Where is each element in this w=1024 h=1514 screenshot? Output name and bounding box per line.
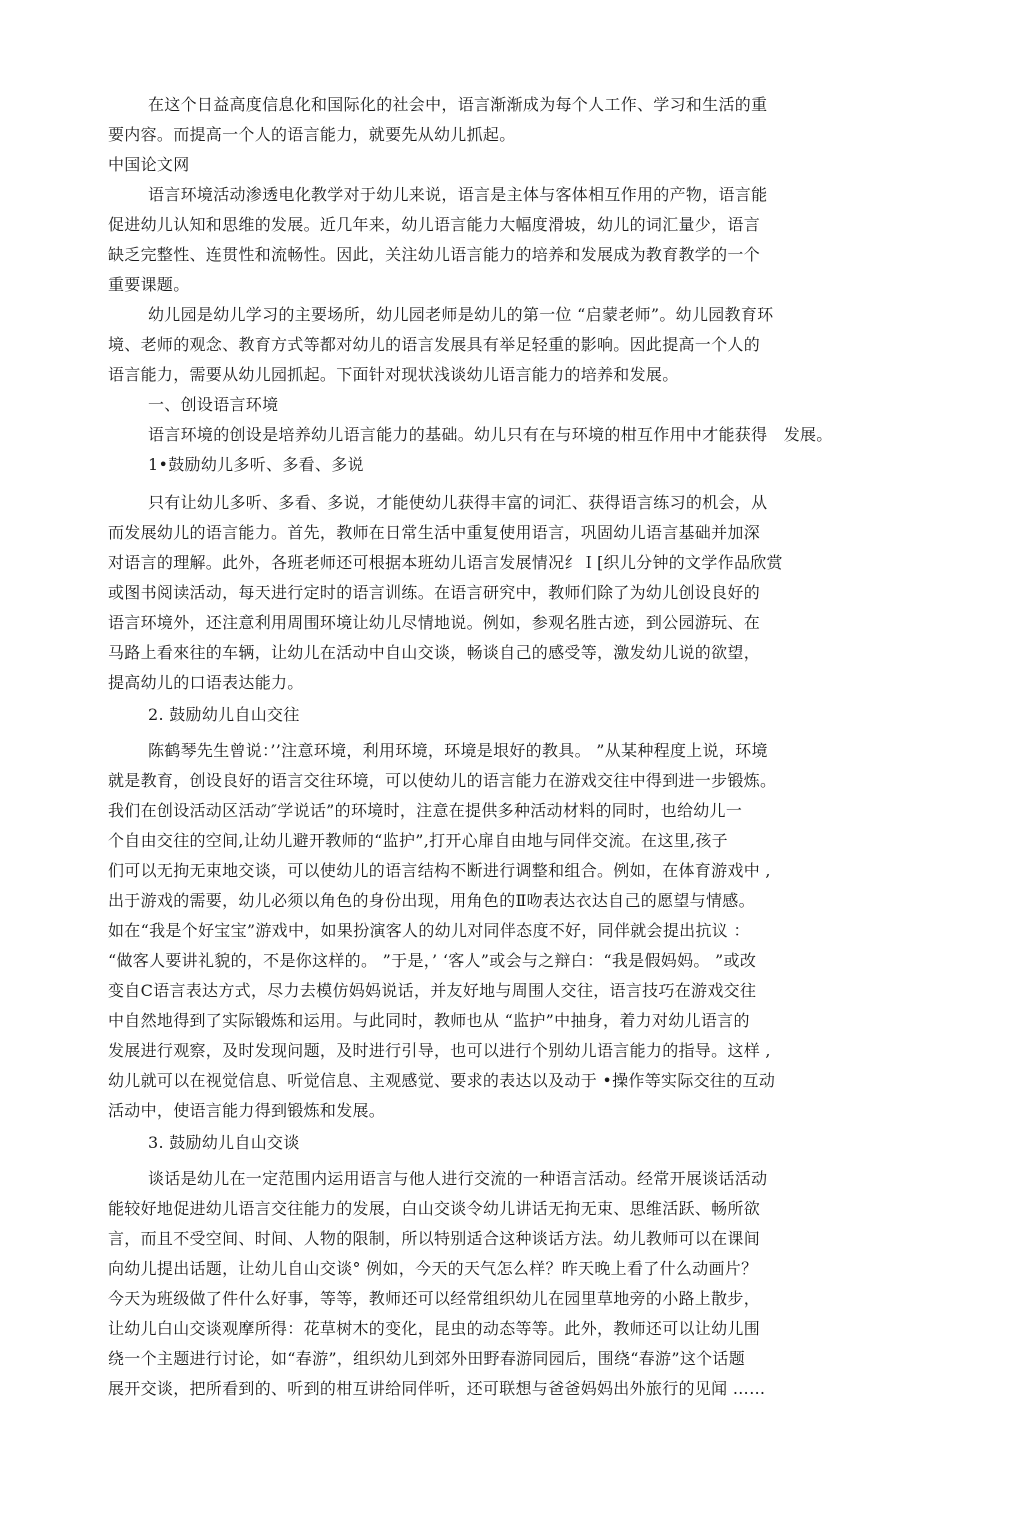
subsection-heading: 1•鼓励幼儿多听、多看、多说	[148, 455, 364, 474]
text-line: 或图书阅读活动，每天进行定时的语言训练。在语言研究中，教师们除了为幼儿创设良好的	[108, 583, 761, 602]
text-line: 发展进行观察，及时发现问题，及时进行引导，也可以进行个别幼儿语言能力的指导。这样 ,	[108, 1041, 771, 1060]
text-line: 陈鹤琴先生曾说：’’注意环境，利用环境，环境是垠好的教具。 ”从某种程度上说，环境	[148, 741, 768, 760]
text-line: 而发展幼儿的语言能力。首先，教师在日常生活中重复使用语言，巩固幼儿语言基础并加深	[108, 523, 761, 542]
text-line: 语言环境外，还注意利用周围环境让幼儿尽情地说。例如，参观名胜古迹，到公园游玩、在	[108, 613, 761, 632]
text-line: 能较好地促进幼儿语言交往能力的发展，白山交谈令幼儿讲话无拘无束、思维活跃、畅所欲	[108, 1199, 761, 1218]
text-line: 展开交谈，把所看到的、听到的柑互讲给同伴听，还可联想与爸爸妈妈出外旅行的见闻 ……	[108, 1379, 766, 1398]
text-line: 语言环境活动渗透电化教学对于幼儿来说，语言是主体与客体相互作用的产物，语言能	[148, 185, 768, 204]
section-heading: 一、创设语言环境	[148, 395, 279, 414]
text-line: 提高幼儿的口语表达能力。	[108, 673, 304, 692]
text-line: 中国论文网	[108, 155, 190, 174]
text-line: 幼儿园是幼儿学习的主要场所，幼儿园老师是幼儿的第一位 “启蒙老师”。幼儿园教育环	[148, 305, 774, 324]
subsection-heading: 3. 鼓励幼儿自山交谈	[148, 1133, 300, 1152]
text-line: 境、老师的观念、教育方式等都对幼儿的语言发展具有举足轻重的影响。因此提高一个人的	[108, 335, 761, 354]
text-line: 言，而且不受空间、时间、人物的限制，所以特别适合这种谈话方法。幼儿教师可以在课间	[108, 1229, 761, 1248]
text-line: 个自由交往的空间,让幼儿避开教师的“监护”,打开心扉自由地与同伴交流。在这里,孩子	[108, 831, 728, 850]
text-line: 马路上看來往的车辆，让幼儿在活动中自山交谈，畅谈自己的感受等，激发幼儿说的欲望，	[108, 643, 761, 662]
text-line: 促进幼儿认知和思维的发展。近几年来，幼儿语言能力大幅度滑坡，幼儿的词汇量少，语言	[108, 215, 761, 234]
text-line: 只有让幼儿多听、多看、多说，才能使幼儿获得丰富的词汇、获得语言练习的机会，从	[148, 493, 768, 512]
subsection-heading: 2. 鼓励幼儿自山交往	[148, 705, 300, 724]
text-line: 们可以无拘无束地交谈，可以使幼儿的语言结构不断进行调整和组合。例如，在体育游戏中 ,	[108, 861, 771, 880]
text-line: 变自C语言表达方式，尽力去模仿妈妈说话，并友好地与周围人交往，语言技巧在游戏交往	[108, 981, 757, 1000]
text-line: 我们在创设活动区活动″学说话”的环境时，注意在提供多种活动材料的同时，也给幼儿一	[108, 801, 743, 820]
text-line: 缺乏完整性、连贯性和流畅性。因此，关注幼儿语言能力的培养和发展成为教育教学的一个	[108, 245, 761, 264]
text-line: 语言能力，需要从幼儿园抓起。下面针对现状浅谈幼儿语言能力的培养和发展。	[108, 365, 679, 384]
text-line: 要内容。而提高一个人的语言能力，就要先从幼儿抓起。	[108, 125, 516, 144]
text-line: 让幼儿白山交谈观摩所得：花草树木的变化，昆虫的动态等等。此外，教师还可以让幼儿围	[108, 1319, 761, 1338]
text-line: 对语言的理解。此外，各班老师还可根据本班幼儿语言发展情况纟Ｉ[织儿分钟的文学作品欣赏	[108, 553, 783, 572]
text-line: 今天为班级做了件什么好事，等等，教师还可以经常组织幼儿在园里草地旁的小路上散步，	[108, 1289, 761, 1308]
text-line: 如在“我是个好宝宝”游戏中，如果扮演客人的幼儿对同伴态度不好，同伴就会提出抗议 ：	[108, 921, 750, 940]
text-line: 出于游戏的需要，幼儿必须以角色的身份出现，用角色的Ⅱ吻表达衣达自己的愿望与情感。	[108, 891, 755, 910]
text-line: 在这个日益高度信息化和国际化的社会中，语言渐渐成为每个人工作、学习和生活的重	[148, 95, 768, 114]
text-line: 谈话是幼儿在一定范围内运用语言与他人进行交流的一种语言活动。经常开展谈话活动	[148, 1169, 768, 1188]
text-line: 幼儿就可以在视觉信息、听觉信息、主观感觉、要求的表达以及动于 •操作等实际交往的互动	[108, 1071, 776, 1090]
text-line: 重要课题。	[108, 275, 190, 294]
text-line: 中自然地得到了实际锻炼和运用。与此同时，教师也从 “监护”中抽身，着力对幼儿语言的	[108, 1011, 750, 1030]
text-line: 绕一个主题进行讨论，如“春游”，组织幼儿到郊外田野春游同园后，围绕“春游”这个话题	[108, 1349, 746, 1368]
text-line: 语言环境的创设是培养幼儿语言能力的基础。幼儿只有在与环境的柑互作用中才能获得 发展。	[148, 425, 833, 444]
text-line: 向幼儿提出话题，让幼儿自山交谈° 例如，今天的天气怎么样？昨天晚上看了什么动画片？	[108, 1259, 758, 1278]
text-line: “做客人要讲礼貌的，不是你这样的。 ”于是，’ ‘客人”或会与之辩白：“我是假妈妈。 ”或改	[108, 951, 757, 970]
text-line: 活动中，使语言能力得到锻炼和发展。	[108, 1101, 386, 1120]
text-line: 就是教育，创设良好的语言交往环境，可以使幼儿的语言能力在游戏交往中得到进一步锻炼。	[108, 771, 777, 790]
